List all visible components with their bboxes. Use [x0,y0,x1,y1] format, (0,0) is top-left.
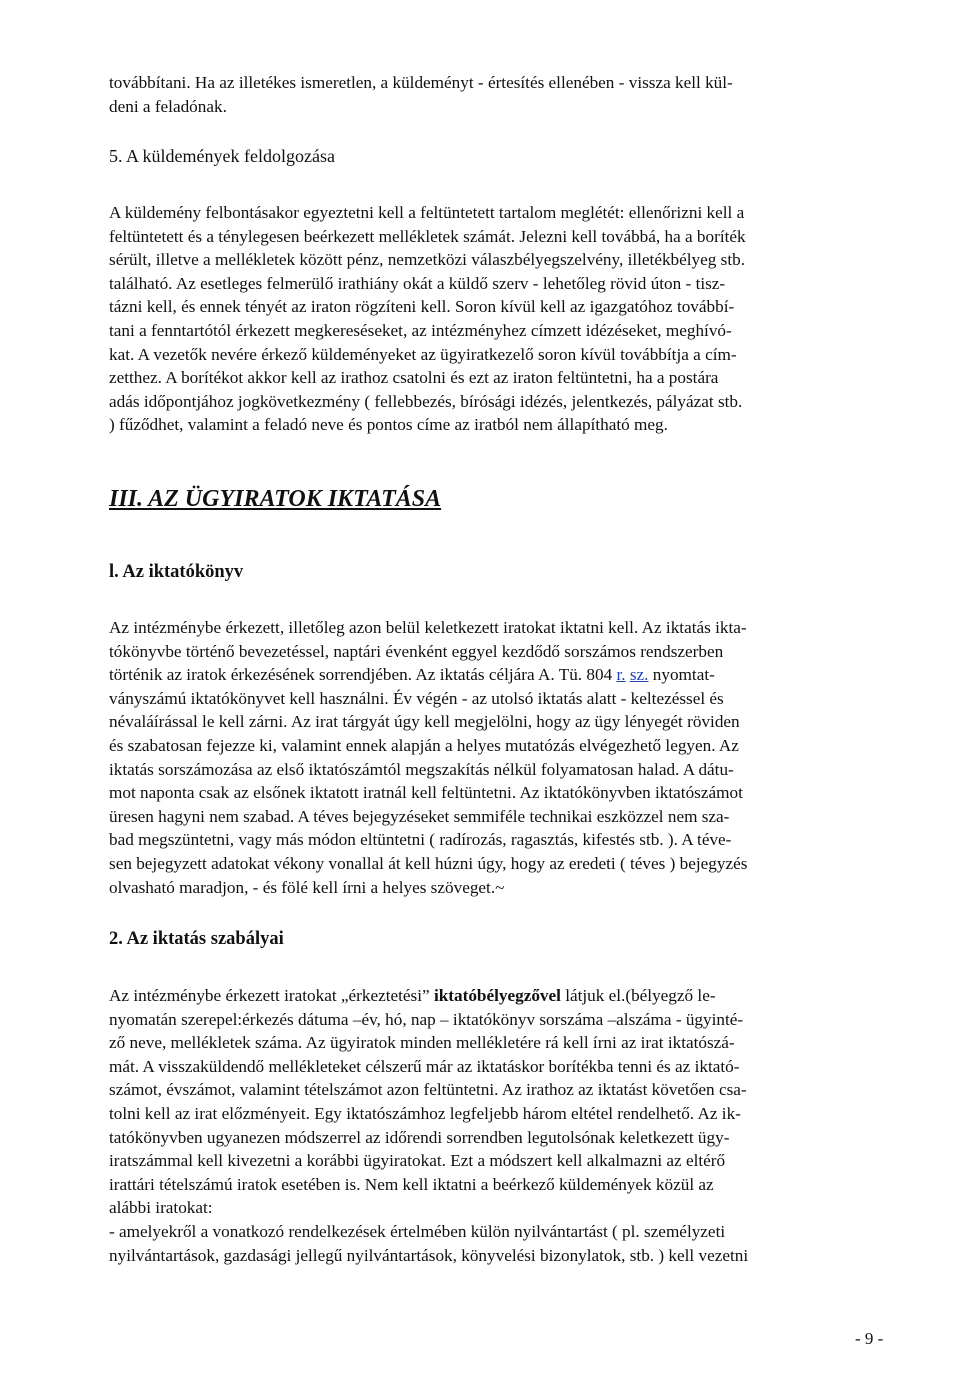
reference-link-sz[interactable]: sz. [629,665,649,685]
text-line: nyomatán szerepel:érkezés dátuma –év, hó, nap – iktatókönyv sorszáma –alszáma - ügyinté- [109,1009,744,1029]
continuation-paragraph [109,71,896,118]
text-segment: történik az iratok érkezésének sorrendjében. Az iktatás céljára A. Tü. 804 [109,665,617,685]
text-line: számot, évszámot, valamint tételszámot azon feltüntetni. Az irathoz az iktatást követően csa- [109,1080,747,1100]
text-line: található. Az esetleges felmerülő irathiány okát a küldő szerv - lehetőleg rövid úton - tisz- [109,273,726,293]
section-2-paragraph [109,984,896,1267]
text-segment: nyomtat- [648,665,715,685]
text-line: iratszámmal kell kivezetni a korábbi ügyiratokat. Ezt a módszert kell alkalmazni az eltérő [109,1151,726,1171]
section-5-heading: 5. A küldemények feldolgozása [109,146,335,166]
text-line: tázni kell, és ennek tényét az iraton rögzíteni kell. Soron kívül kell az igazgatóhoz továbbí- [109,297,735,317]
text-line: deni a feladónak. [109,96,227,116]
text-segment: Az intézménybe érkezett iratokat „érkeztetési” [109,986,434,1005]
text-line: alábbi iratokat: [109,1198,213,1218]
text-line: olvasható maradjon, - és fölé kell írni a helyes szöveget.~ [109,877,505,897]
text-line: és szabatosan fejezze ki, valamint ennek alapján a helyes mutatózás elvégezhető legyen. Az [109,735,739,755]
text-line: tani a fenntartótól érkezett megkereséseket, az intézményhez címzett idézéseket, meghívó- [109,320,732,340]
text-line: ) fűződhet, valamint a feladó neve és pontos címe az iratból nem állapítható meg. [109,415,668,435]
text-line: névaláírással le kell zárni. Az irat tárgyát úgy kell megjelölni, hogy az ügy lényegét röviden [109,712,740,732]
text-line: sen bejegyzett adatokat vékony vonallal át kell húzni úgy, hogy az eredeti ( téves ) bejegyzés [109,853,748,873]
text-line: mát. A visszaküldendő mellékleteket célszerű már az iktatáskor borítékba tenni és az iktató- [109,1056,740,1076]
chapter-3-heading: III. AZ ÜGYIRATOK IKTATÁSA [109,486,442,512]
text-line: továbbítani. Ha az illetékes ismeretlen, a küldeményt - értesítés ellenében - vissza kell kül- [109,73,733,92]
text-segment: látjuk el.(bélyegző le- [560,986,716,1005]
text-line [109,663,896,687]
text-line [109,984,896,1008]
text-line: üresen hagyni nem szabad. A téves bejegyzéseket semmiféle technikai eszközzel nem sza- [109,806,730,826]
text-line: feltüntetett és a ténylegesen beérkezett mellékletek számát. Jelezni kell továbbá, ha a boríték [109,226,746,246]
page-number: - 9 - [855,1329,884,1348]
section-1-paragraph [109,616,896,899]
text-line: irattári tételszámú iratok esetében is. Nem kell iktatni a beérkező küldemények közül az [109,1174,714,1194]
text-line: A küldemény felbontásakor egyeztetni kell a feltüntetett tartalom meglétét: ellenőrizni kell a [109,203,745,222]
text-line: kat. A vezetők nevére érkező küldeményeket az ügyiratkezelő soron kívül továbbítja a cím- [109,344,737,364]
text-line: Az intézménybe érkezett, illetőleg azon belül keletkezett iratokat iktatni kell. Az iktatás ikta- [109,618,747,637]
text-line: zetthez. A borítékot akkor kell az irathoz csatolni és ezt az iraton feltüntetni, ha a postára [109,368,719,388]
section-5-paragraph [109,201,896,437]
text-line: sérült, illetve a mellékletek között pénz, nemzetközi válaszbélyegszelvény, illetékbélyeg stb. [109,250,746,270]
reference-link-r[interactable]: r. [616,665,626,685]
text-line: ványszámú iktatókönyvet kell használni. Év végén - az utolsó iktatás alatt - keltezéssel és [109,688,724,708]
text-line: tolni kell az irat előzményeit. Egy iktatószámhoz legfeljebb három eltétel rendelhető. Az ik- [109,1103,741,1123]
text-line: - amelyekről a vonatkozó rendelkezések értelmében külön nyilvántartást ( pl. személyzeti [109,1221,726,1241]
text-line: nyilvántartások, gazdasági jellegű nyilvántartások, könyvelési bizonylatok, stb. ) kell vezetni [109,1245,749,1265]
text-line: tókönyvbe történő bevezetéssel, naptári évenként eggyel kezdődő sorszámos rendszerben [109,641,724,661]
text-line: mot naponta csak az elsőnek iktatott iratnál kell feltüntetni. Az iktatókönyvben iktatószámot [109,783,743,803]
text-line: bad megszüntetni, vagy más módon eltüntetni ( radírozás, ragasztás, kifestés stb. ). A téve- [109,830,732,850]
text-line: iktatás sorszámozása az első iktatószámtól megszakítás nélkül folyamatosan halad. A dátu- [109,759,734,779]
text-line: tatókönyvben ugyanezen módszerrel az időrendi sorrendben legutolsónak keletkezett ügy- [109,1127,730,1147]
section-2-heading: 2. Az iktatás szabályai [109,929,284,949]
text-line: adás időpontjához jogkövetkezmény ( fellebbezés, bírósági idézés, jelentkezés, pályázat stb. [109,391,743,411]
section-1-heading: l. Az iktatókönyv [109,562,244,582]
bold-term: iktatóbélyegzővel [433,986,561,1005]
text-line: ző neve, mellékletek száma. Az ügyiratok minden mellékletére rá kell írni az irat iktatószá- [109,1033,735,1053]
